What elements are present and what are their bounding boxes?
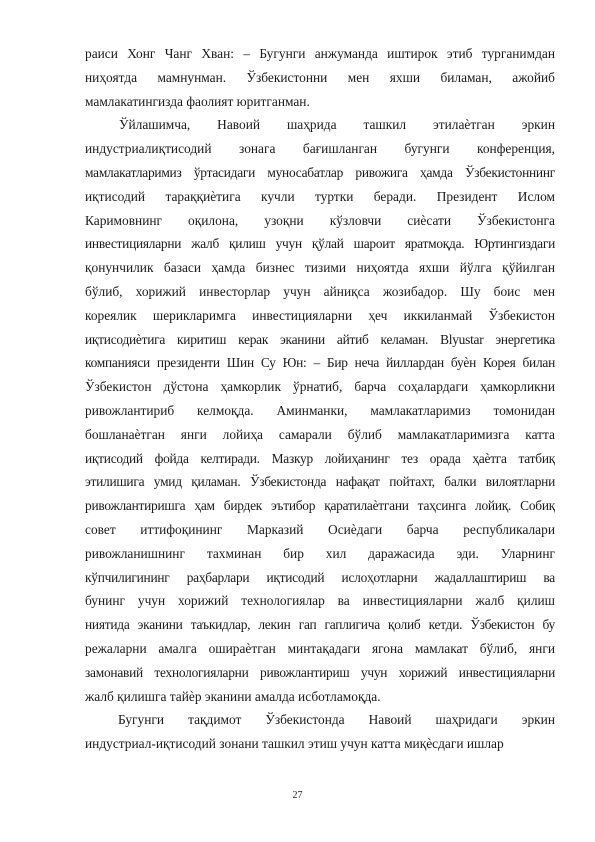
body-text-line: компанияси президенти Шин Су Юн: – Бир неча йиллардан буѐн Корея билан	[85, 355, 555, 371]
body-text-line: совет иттифоқининг Марказий Осиѐдаги барча республикалари	[85, 521, 555, 537]
body-text-line: иқтисодий фойда келтиради. Мазкур лойиҳанинг тез орада ҳаѐтга татбиқ	[85, 450, 555, 466]
body-text-line: жалб қилишга тайѐр эканини амалда исботламоқда.	[85, 688, 381, 704]
body-text-line: кўпчилигининг раҳбарлари иқтисодий ислоҳотларни жадаллаштириш ва	[85, 569, 555, 585]
body-text-line: иқтисодиѐтига киритиш керак эканини айтиб келаман. Blyustar энергетика	[85, 331, 555, 347]
body-text-line: инвестицияларни жалб қилиш учун қўлай шароит яратмоқда. Юртингиздаги	[85, 236, 555, 252]
body-text-line: индустриалиқтисодий зонага бағишланган бугунги конференция,	[85, 141, 555, 157]
body-text-line: Каримовнинг оқилона, узоқни кўзловчи сиѐсати Ўзбекистонга	[85, 212, 555, 228]
body-text-line: мамлакатларимиз ўртасидаги муносабатлар ривожига ҳамда Ўзбекистоннинг	[85, 164, 555, 180]
body-text-line: кореялик шерикларимга инвестицияларни ҳеч иккиланмай Ўзбекистон	[85, 307, 555, 323]
body-text-line: раиси Хонг Чанг Хван: – Бугунги анжуманда иштирок этиб турганимдан	[85, 46, 555, 61]
body-text-line: бошланаѐтган янги лойиҳа самарали бўлиб мамлакатларимизга катта	[85, 426, 555, 442]
body-text-line: режаларни амалга ошираѐтган минтақадаги ягона мамлакат бўлиб, янги	[85, 640, 555, 656]
paragraph-first-line: Ўйлашимча, Навоий шаҳрида ташкил этилаѐтган эркин	[119, 117, 555, 133]
paragraph-first-line: Бугунги тақдимот Ўзбекистонда Навоий шаҳридаги эркин	[118, 712, 555, 728]
page-number: 27	[292, 790, 303, 801]
body-text-line: ривожлантиришга ҳам бирдек эътибор қаратилаѐтгани таҳсинга лойиқ. Собиқ	[85, 498, 555, 514]
body-text-line: ниятида эканини таъкидлар, лекин гап гаплигича қолиб кетди. Ўзбекистон бу	[85, 617, 555, 633]
body-text-line: иқтисодий тараққиѐтига кучли туртки беради. Президент Ислом	[85, 188, 555, 204]
body-text-line: мамлакатингизда фаолият юритганман.	[85, 93, 310, 109]
body-text-line: ниҳоятда мамнунман. Ўзбекистонни мен яхши биламан, ажойиб	[85, 69, 555, 85]
body-text-line: бунинг учун хорижий технологиялар ва инвестицияларни жалб қилиш	[85, 593, 555, 609]
body-text-line: этилишига умид қиламан. Ўзбекистонда нафақат пойтахт, балки вилоятларни	[85, 474, 555, 490]
document-page	[85, 42, 555, 756]
body-text-line: бўлиб, хорижий инвесторлар учун айниқса жозибадор. Шу боис мен	[85, 283, 555, 299]
body-text-line: қонунчилик базаси ҳамда бизнес тизими ниҳоятда яхши йўлга қўйилган	[85, 260, 555, 276]
body-text-line: ривожлантириб келмоқда. Аминманки, мамлакатларимиз томонидан	[85, 402, 555, 418]
body-text-line: замонавий технологияларни ривожлантириш учун хорижий инвестицияларни	[85, 664, 555, 680]
body-text-line: ривожланишнинг тахминан бир хил даражасида эди. Уларнинг	[85, 545, 555, 561]
body-text-line: Ўзбекистон дўстона ҳамкорлик ўрнатиб, барча соҳалардаги ҳамкорликни	[85, 379, 555, 395]
body-text-line: индустриал-иқтисодий зонани ташкил этиш учун катта миқѐсдаги ишлар	[85, 736, 504, 752]
